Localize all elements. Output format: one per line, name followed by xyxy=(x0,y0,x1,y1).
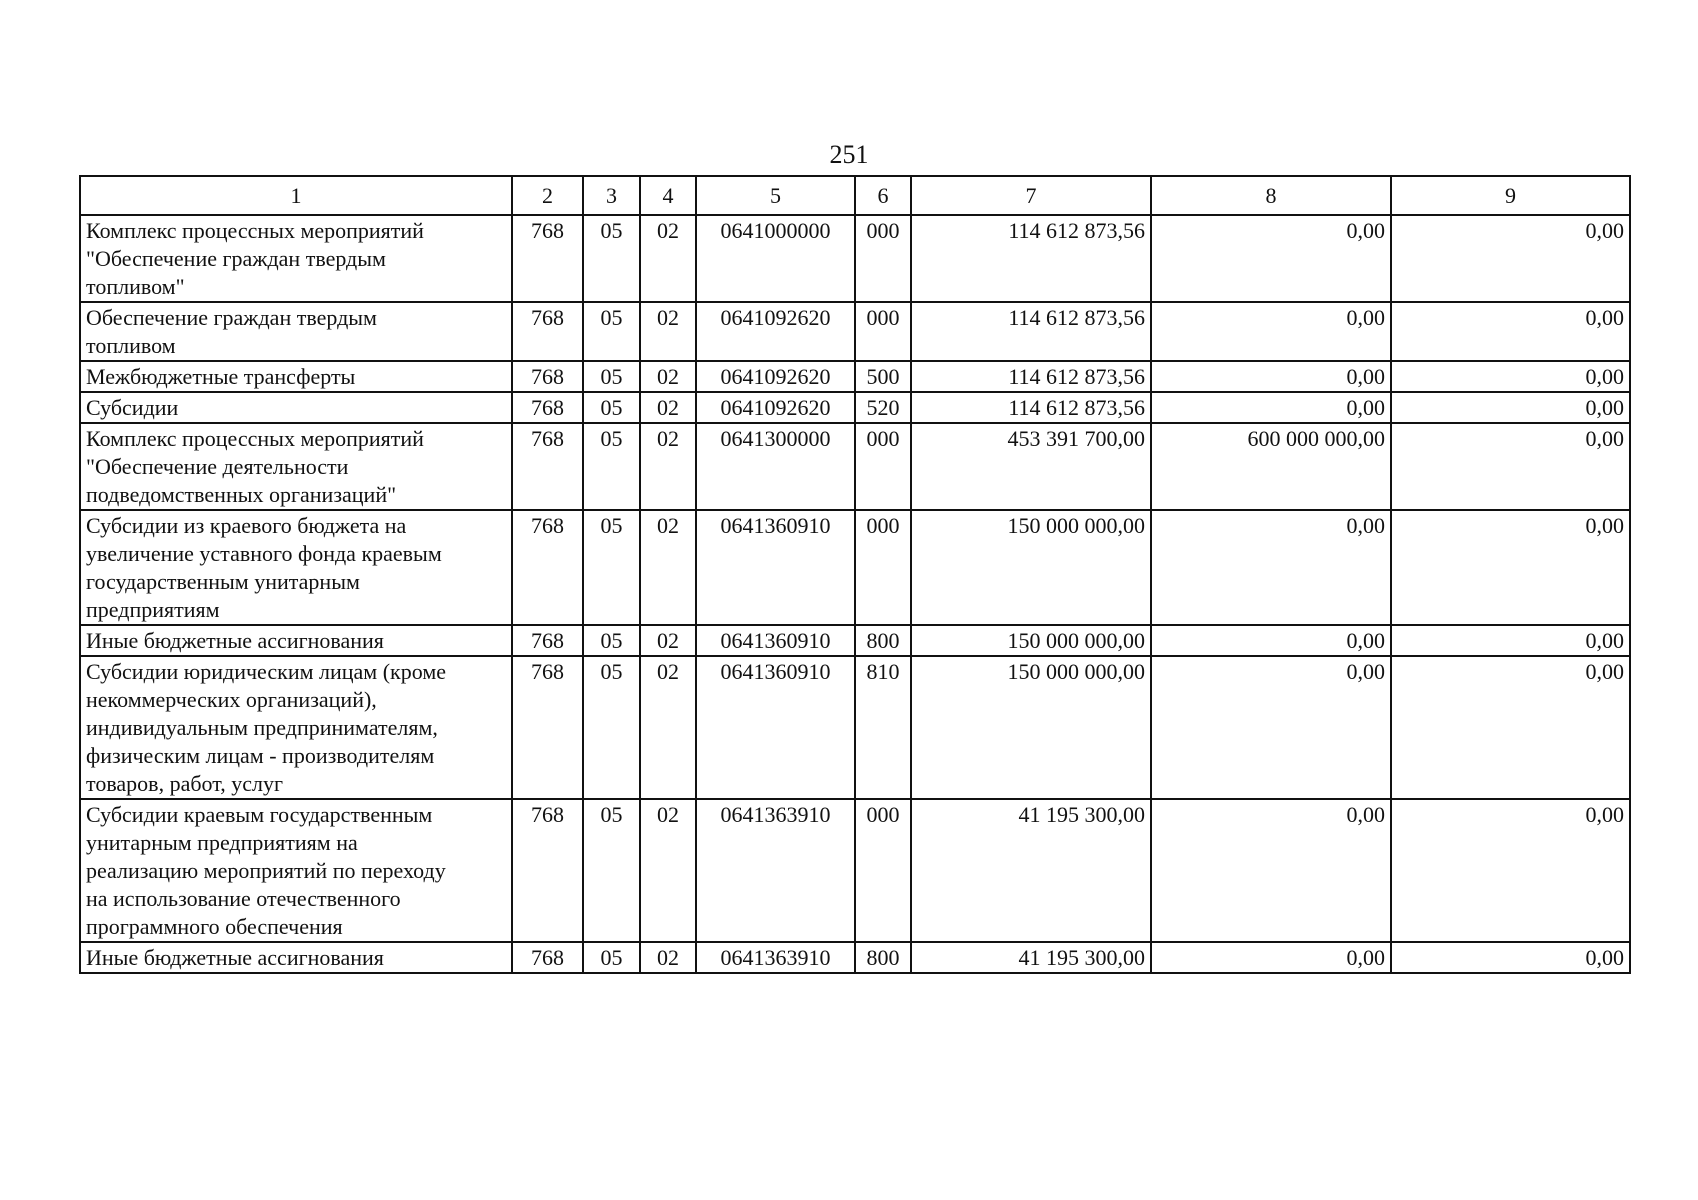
code-cell: 500 xyxy=(855,361,911,392)
code-cell: 0641360910 xyxy=(696,656,855,799)
code-cell: 800 xyxy=(855,942,911,973)
code-cell: 810 xyxy=(855,656,911,799)
budget-table xyxy=(79,175,1631,974)
code-cell: 0641092620 xyxy=(696,361,855,392)
code-cell: 02 xyxy=(640,392,696,423)
header-cell: 6 xyxy=(855,176,911,215)
amount-cell: 41 195 300,00 xyxy=(911,799,1151,942)
amount-cell: 0,00 xyxy=(1151,302,1391,361)
code-cell: 05 xyxy=(583,215,640,302)
amount-cell: 150 000 000,00 xyxy=(911,625,1151,656)
code-cell: 02 xyxy=(640,423,696,510)
amount-cell: 0,00 xyxy=(1151,656,1391,799)
code-cell: 768 xyxy=(512,302,583,361)
amount-cell: 41 195 300,00 xyxy=(911,942,1151,973)
code-cell: 05 xyxy=(583,942,640,973)
amount-cell: 114 612 873,56 xyxy=(911,215,1151,302)
amount-cell: 600 000 000,00 xyxy=(1151,423,1391,510)
code-cell: 05 xyxy=(583,510,640,625)
row-name-cell: Субсидии из краевого бюджета на увеличение уставного фонда краевым государственным унитарным предприятиям xyxy=(80,510,512,625)
amount-cell: 0,00 xyxy=(1151,942,1391,973)
code-cell: 000 xyxy=(855,799,911,942)
table-row xyxy=(80,625,1630,656)
row-name-cell: Иные бюджетные ассигнования xyxy=(80,625,512,656)
code-cell: 02 xyxy=(640,799,696,942)
table-row xyxy=(80,423,1630,510)
amount-cell: 0,00 xyxy=(1391,510,1630,625)
amount-cell: 0,00 xyxy=(1151,625,1391,656)
table-header-row xyxy=(80,176,1630,215)
code-cell: 000 xyxy=(855,510,911,625)
code-cell: 768 xyxy=(512,361,583,392)
code-cell: 05 xyxy=(583,656,640,799)
code-cell: 02 xyxy=(640,361,696,392)
row-name-cell: Субсидии xyxy=(80,392,512,423)
code-cell: 768 xyxy=(512,656,583,799)
code-cell: 520 xyxy=(855,392,911,423)
header-cell: 4 xyxy=(640,176,696,215)
amount-cell: 150 000 000,00 xyxy=(911,510,1151,625)
amount-cell: 0,00 xyxy=(1151,215,1391,302)
code-cell: 05 xyxy=(583,392,640,423)
header-cell: 2 xyxy=(512,176,583,215)
code-cell: 000 xyxy=(855,302,911,361)
row-name-cell: Комплекс процессных мероприятий "Обеспечение деятельности подведомственных организаций" xyxy=(80,423,512,510)
amount-cell: 114 612 873,56 xyxy=(911,392,1151,423)
code-cell: 768 xyxy=(512,510,583,625)
code-cell: 800 xyxy=(855,625,911,656)
table-row xyxy=(80,392,1630,423)
amount-cell: 0,00 xyxy=(1151,510,1391,625)
code-cell: 02 xyxy=(640,215,696,302)
code-cell: 02 xyxy=(640,510,696,625)
row-name-cell: Комплекс процессных мероприятий "Обеспечение граждан твердым топливом" xyxy=(80,215,512,302)
row-name-cell: Иные бюджетные ассигнования xyxy=(80,942,512,973)
page-number: 251 xyxy=(829,140,869,169)
code-cell: 05 xyxy=(583,302,640,361)
code-cell: 0641300000 xyxy=(696,423,855,510)
code-cell: 000 xyxy=(855,215,911,302)
amount-cell: 0,00 xyxy=(1151,361,1391,392)
amount-cell: 0,00 xyxy=(1391,799,1630,942)
code-cell: 0641363910 xyxy=(696,942,855,973)
amount-cell: 0,00 xyxy=(1391,942,1630,973)
header-cell: 8 xyxy=(1151,176,1391,215)
amount-cell: 0,00 xyxy=(1391,423,1630,510)
code-cell: 05 xyxy=(583,625,640,656)
amount-cell: 0,00 xyxy=(1391,215,1630,302)
amount-cell: 0,00 xyxy=(1391,361,1630,392)
amount-cell: 0,00 xyxy=(1151,392,1391,423)
code-cell: 02 xyxy=(640,625,696,656)
amount-cell: 150 000 000,00 xyxy=(911,656,1151,799)
table-row xyxy=(80,302,1630,361)
table-row xyxy=(80,361,1630,392)
code-cell: 0641363910 xyxy=(696,799,855,942)
amount-cell: 0,00 xyxy=(1391,302,1630,361)
row-name-cell: Межбюджетные трансферты xyxy=(80,361,512,392)
code-cell: 05 xyxy=(583,361,640,392)
code-cell: 0641360910 xyxy=(696,625,855,656)
table-row xyxy=(80,215,1630,302)
code-cell: 768 xyxy=(512,423,583,510)
header-cell: 7 xyxy=(911,176,1151,215)
table-row xyxy=(80,656,1630,799)
amount-cell: 114 612 873,56 xyxy=(911,361,1151,392)
code-cell: 768 xyxy=(512,392,583,423)
amount-cell: 0,00 xyxy=(1391,625,1630,656)
amount-cell: 453 391 700,00 xyxy=(911,423,1151,510)
code-cell: 02 xyxy=(640,942,696,973)
row-name-cell: Субсидии юридическим лицам (кроме некоммерческих организаций), индивидуальным предпринимателям, физическим лицам - производителям товаров, работ, услуг xyxy=(80,656,512,799)
table-row xyxy=(80,799,1630,942)
amount-cell: 0,00 xyxy=(1151,799,1391,942)
amount-cell: 114 612 873,56 xyxy=(911,302,1151,361)
header-cell: 5 xyxy=(696,176,855,215)
code-cell: 768 xyxy=(512,625,583,656)
code-cell: 0641000000 xyxy=(696,215,855,302)
header-cell: 3 xyxy=(583,176,640,215)
table-row xyxy=(80,510,1630,625)
code-cell: 02 xyxy=(640,302,696,361)
code-cell: 768 xyxy=(512,215,583,302)
code-cell: 000 xyxy=(855,423,911,510)
code-cell: 0641360910 xyxy=(696,510,855,625)
header-cell: 1 xyxy=(80,176,512,215)
row-name-cell: Субсидии краевым государственным унитарным предприятиям на реализацию мероприятий по переходу на использование отечественного программного обеспечения xyxy=(80,799,512,942)
amount-cell: 0,00 xyxy=(1391,392,1630,423)
code-cell: 02 xyxy=(640,656,696,799)
code-cell: 768 xyxy=(512,799,583,942)
code-cell: 0641092620 xyxy=(696,392,855,423)
code-cell: 05 xyxy=(583,423,640,510)
header-cell: 9 xyxy=(1391,176,1630,215)
row-name-cell: Обеспечение граждан твердым топливом xyxy=(80,302,512,361)
code-cell: 0641092620 xyxy=(696,302,855,361)
code-cell: 05 xyxy=(583,799,640,942)
amount-cell: 0,00 xyxy=(1391,656,1630,799)
table-row xyxy=(80,942,1630,973)
code-cell: 768 xyxy=(512,942,583,973)
